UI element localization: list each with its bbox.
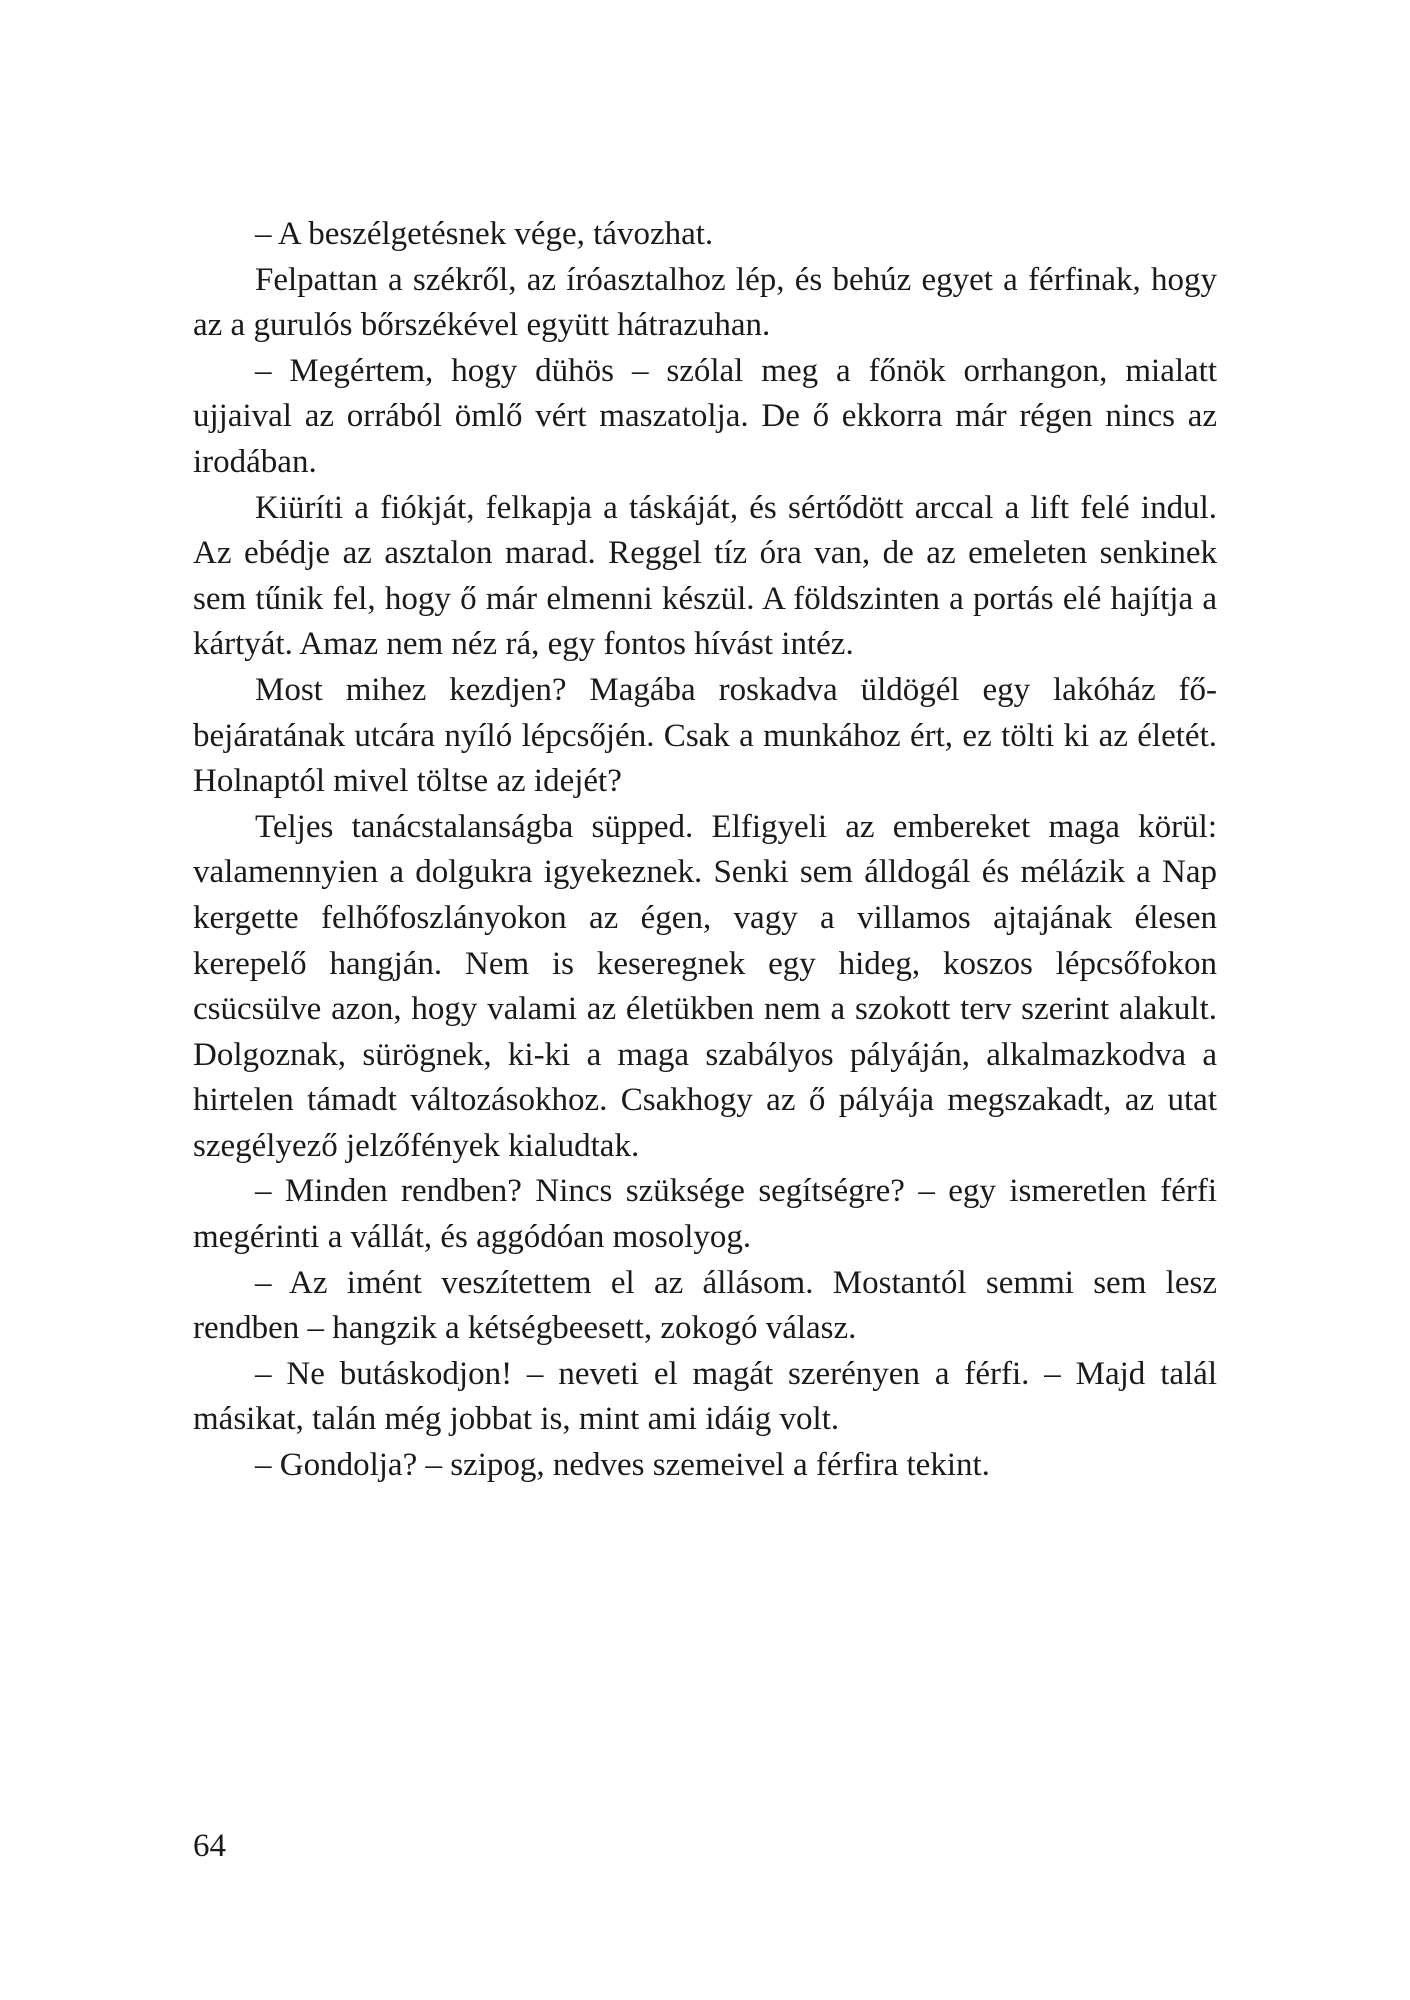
paragraph: Kiüríti a fiókját, felkapja a táskáját, és sértődött arccal a lift felé indul. Az ebédje az asztalon marad. Reggel tíz óra van, de az emeleten senkinek sem tűnik fel, hogy ő már elmenni készül. A földszinten a portás elé hajítja a kártyát. Amaz nem néz rá, egy fontos hívást intéz. bbox=[193, 489, 1217, 663]
paragraph: – Gondolja? – szipog, nedves szemeivel a férfira tekint. bbox=[255, 1447, 990, 1484]
paragraph: Felpattan a székről, az íróasztalhoz lép, és behúz egyet a férfinak, hogy az a gurulós bőrszékével együtt hátrazuhan. bbox=[193, 261, 1217, 344]
paragraph: Teljes tanácstalanságba süpped. Elfigyeli az embereket maga körül: valamennyien a dolgukra igyekeznek. Senki sem álldogál és mélázik a Nap kergette felhőfoszlányokon az égen, vagy a villamos ajtajának élesen kerepelő hangján. Nem is keseregnek egy hideg, koszos lépcsőfokon csücsülve azon, hogy valami az életükben nem a szokott terv szerint alakult. Dolgoznak, sürögnek, ki-ki a maga szabályos pályáján, alkalmazkodva a hirtelen támadt változásokhoz. Csakhogy az ő pályája megszakadt, az utat szegélyező jelzőfények kialudtak. bbox=[193, 808, 1217, 1164]
paragraph: – Megértem, hogy dühös – szólal meg a főnök orrhangon, mialatt ujjaival az orrából ömlő vért maszatolja. De ő ekkorra már régen nincs az irodában. bbox=[193, 352, 1217, 480]
paragraph: – A beszélgetésnek vége, távozhat. bbox=[255, 216, 714, 252]
page-number: 64 bbox=[193, 1828, 226, 1864]
paragraph: – Ne butáskodjon! – neveti el magát szerényen a férfi. – Majd talál másikat, talán még jobbat is, mint ami idáig volt. bbox=[193, 1355, 1217, 1438]
paragraph: – Az imént veszítettem el az állásom. Mostantól semmi sem lesz rendben – hangzik a kétségbeesett, zokogó válasz. bbox=[193, 1264, 1217, 1347]
body-text bbox=[193, 212, 1217, 1489]
paragraph: Most mihez kezdjen? Magába roskadva üldögél egy lakóház főbejáratának utcára nyíló lépcsőjén. Csak a munkához ért, ez tölti ki az életét. Holnaptól mivel töltse az idejét? bbox=[193, 671, 1217, 800]
paragraph: – Minden rendben? Nincs szüksége segítségre? – egy ismeretlen férfi megérinti a vállát, és aggódóan mosolyog. bbox=[193, 1173, 1217, 1256]
